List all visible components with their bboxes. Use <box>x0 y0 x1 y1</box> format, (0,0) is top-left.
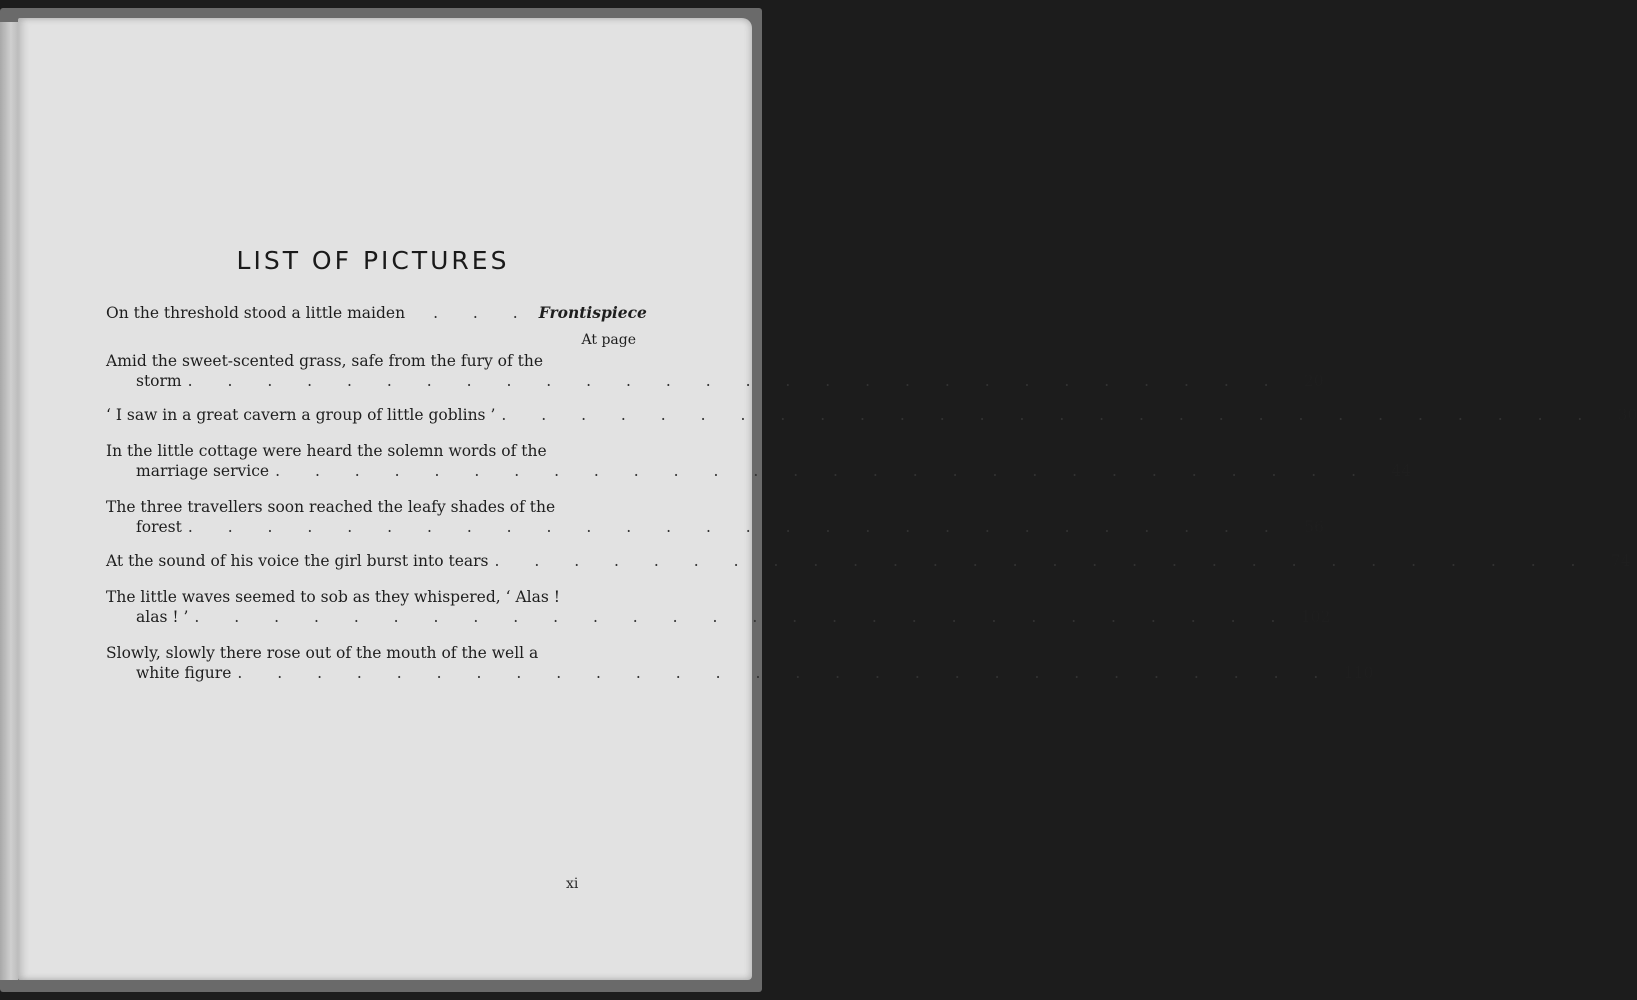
entry-caption: ‘ I saw in a great cavern a group of little goblins ’ <box>106 406 496 424</box>
entry-line <box>106 552 1631 570</box>
leader-dots: . . . . . . . . . . . . . . . . . . . . . . . . . . . . <box>275 462 1372 480</box>
leader-dots: . . . . . . . . . . . . . . . . . . . . . . . . . . . . <box>501 406 1598 424</box>
frontispiece-entry <box>106 303 647 322</box>
entry-page-number: 44 <box>1391 462 1412 480</box>
entry-caption: At the sound of his voice the girl burst into tears <box>106 552 489 570</box>
entry-caption: On the threshold stood a little maiden <box>106 304 406 322</box>
leader-dots: . . . . . . . . . . . . . . . . . . . . . . . . . . . . <box>187 518 1284 536</box>
entry-caption-continued: storm <box>136 372 182 390</box>
list-item <box>106 496 1324 536</box>
list-item <box>106 552 1631 570</box>
entry-line <box>106 406 1637 424</box>
entry-caption-continued: marriage service <box>136 462 270 480</box>
at-page-label: At page <box>581 332 636 348</box>
entry-caption: Slowly, slowly there rose out of the mouth of the well a <box>106 644 539 662</box>
leader-dots: . . . . . . . . . . . . . . . . . . . . . . . . . . . . <box>187 372 1284 390</box>
entry-continuation <box>106 518 1324 536</box>
page-heading: LIST OF PICTURES <box>236 246 510 275</box>
entry-page-number: 102 <box>1300 608 1331 626</box>
entry-page-number: 74 <box>1610 552 1631 570</box>
pictures-list <box>106 303 1637 698</box>
previous-page-edge <box>0 22 18 980</box>
entry-caption: The three travellers soon reached the leafy shades of the <box>106 498 556 516</box>
list-item <box>106 350 1324 390</box>
leader-dots: . . . . . . . . . . . . . . . . . . . . . . . . . . . . <box>237 664 1334 682</box>
entry-caption-continued: alas ! ’ <box>136 608 189 626</box>
leader-dots: . . . . . . . . . . . . . . . . . . . . . . . . . . . . <box>494 552 1591 570</box>
list-item <box>106 406 1637 424</box>
entry-page-number: 56 <box>1304 518 1324 536</box>
list-item <box>106 642 1374 682</box>
list-item <box>106 440 1412 480</box>
entry-caption: The little waves seemed to sob as they whispered, ‘ Alas ! <box>106 588 560 606</box>
list-item <box>106 586 1331 626</box>
entry-caption: Amid the sweet-scented grass, safe from the fury of the <box>106 352 544 370</box>
entry-caption: In the little cottage were heard the solemn words of the <box>106 442 547 460</box>
entry-page-number: 20 <box>1303 372 1324 390</box>
entry-page-number: 30 <box>1617 406 1637 424</box>
frontispiece-label: Frontispiece <box>538 303 647 322</box>
entry-continuation <box>106 608 1331 626</box>
book-page <box>18 18 1637 980</box>
leader-dots: . . . . . . . . . . . . . . . . . . . . . . . . . . . . <box>194 608 1291 626</box>
entry-continuation <box>106 372 1324 390</box>
entry-continuation <box>106 664 1374 682</box>
entry-caption-continued: forest <box>136 518 182 536</box>
leader-dots: . . . <box>433 304 533 322</box>
page-number: xi <box>566 876 579 892</box>
entry-caption-continued: white figure <box>136 664 232 682</box>
entry-continuation <box>106 462 1412 480</box>
entry-page-number: 110 <box>1343 664 1374 682</box>
